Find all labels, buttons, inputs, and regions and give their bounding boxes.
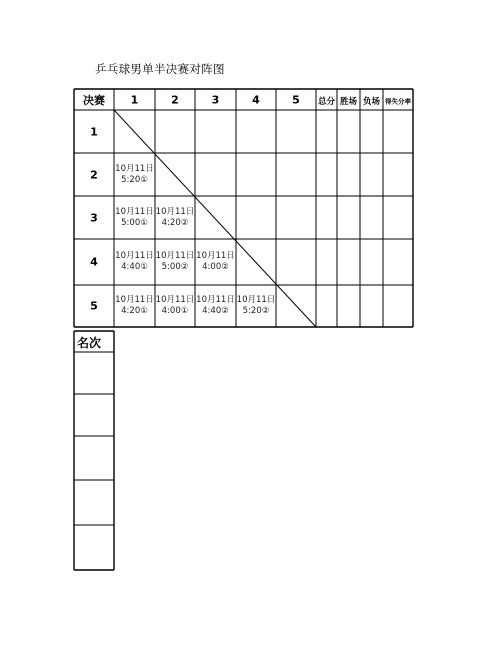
match-schedule <box>196 251 235 273</box>
match-schedule <box>156 207 195 229</box>
match-schedule <box>156 295 195 317</box>
match-date: 10月11日 <box>115 251 154 261</box>
match-time: 5:00① <box>121 217 148 228</box>
ranking-header: 名次 <box>77 336 102 350</box>
match-date: 10月11日 <box>115 206 154 217</box>
match-time: 4:00① <box>161 306 189 316</box>
col-header-stat: 得失分率 <box>385 97 411 105</box>
match-date: 10月11日 <box>115 163 154 174</box>
match-time: 4:20① <box>121 306 148 316</box>
match-time: 4:40② <box>202 306 229 316</box>
match-time: 4:20② <box>161 217 189 228</box>
match-date: 10月11日 <box>155 251 195 261</box>
match-time: 4:00② <box>202 262 229 272</box>
match-schedule <box>156 251 195 273</box>
match-schedule <box>237 295 276 317</box>
match-date: 10月11日 <box>155 206 195 217</box>
row-label-4: 4 <box>90 255 98 269</box>
match-time: 5:00② <box>161 262 189 272</box>
match-schedule <box>115 207 154 229</box>
col-header-player-3: 3 <box>211 93 220 106</box>
col-header-stat: 胜场 <box>339 96 358 107</box>
col-header-stat: 总分 <box>317 96 336 107</box>
match-time: 5:20① <box>121 174 148 185</box>
match-date: 10月11日 <box>115 295 154 305</box>
match-schedule <box>196 295 235 317</box>
col-header-player-1: 1 <box>130 93 139 106</box>
match-date: 10月11日 <box>236 295 276 305</box>
row-label-5: 5 <box>90 299 98 313</box>
row-label-1: 1 <box>90 125 98 138</box>
row-label-3: 3 <box>90 211 98 224</box>
match-schedule <box>115 164 154 186</box>
match-date: 10月11日 <box>155 295 195 305</box>
row-label-2: 2 <box>90 168 98 181</box>
col-header-player-5: 5 <box>292 93 300 106</box>
match-schedule <box>115 295 154 317</box>
col-header-stat: 负场 <box>362 96 381 107</box>
col-header-player-4: 4 <box>252 93 260 106</box>
match-date: 10月11日 <box>196 251 235 261</box>
match-time: 4:40① <box>121 262 148 272</box>
match-time: 5:20② <box>242 306 270 316</box>
corner-label: 决赛 <box>83 93 105 107</box>
page-title: 乒乓球男单半决赛对阵图 <box>95 62 225 76</box>
col-header-player-2: 2 <box>171 93 179 106</box>
match-schedule <box>115 251 154 273</box>
match-date: 10月11日 <box>196 295 235 305</box>
